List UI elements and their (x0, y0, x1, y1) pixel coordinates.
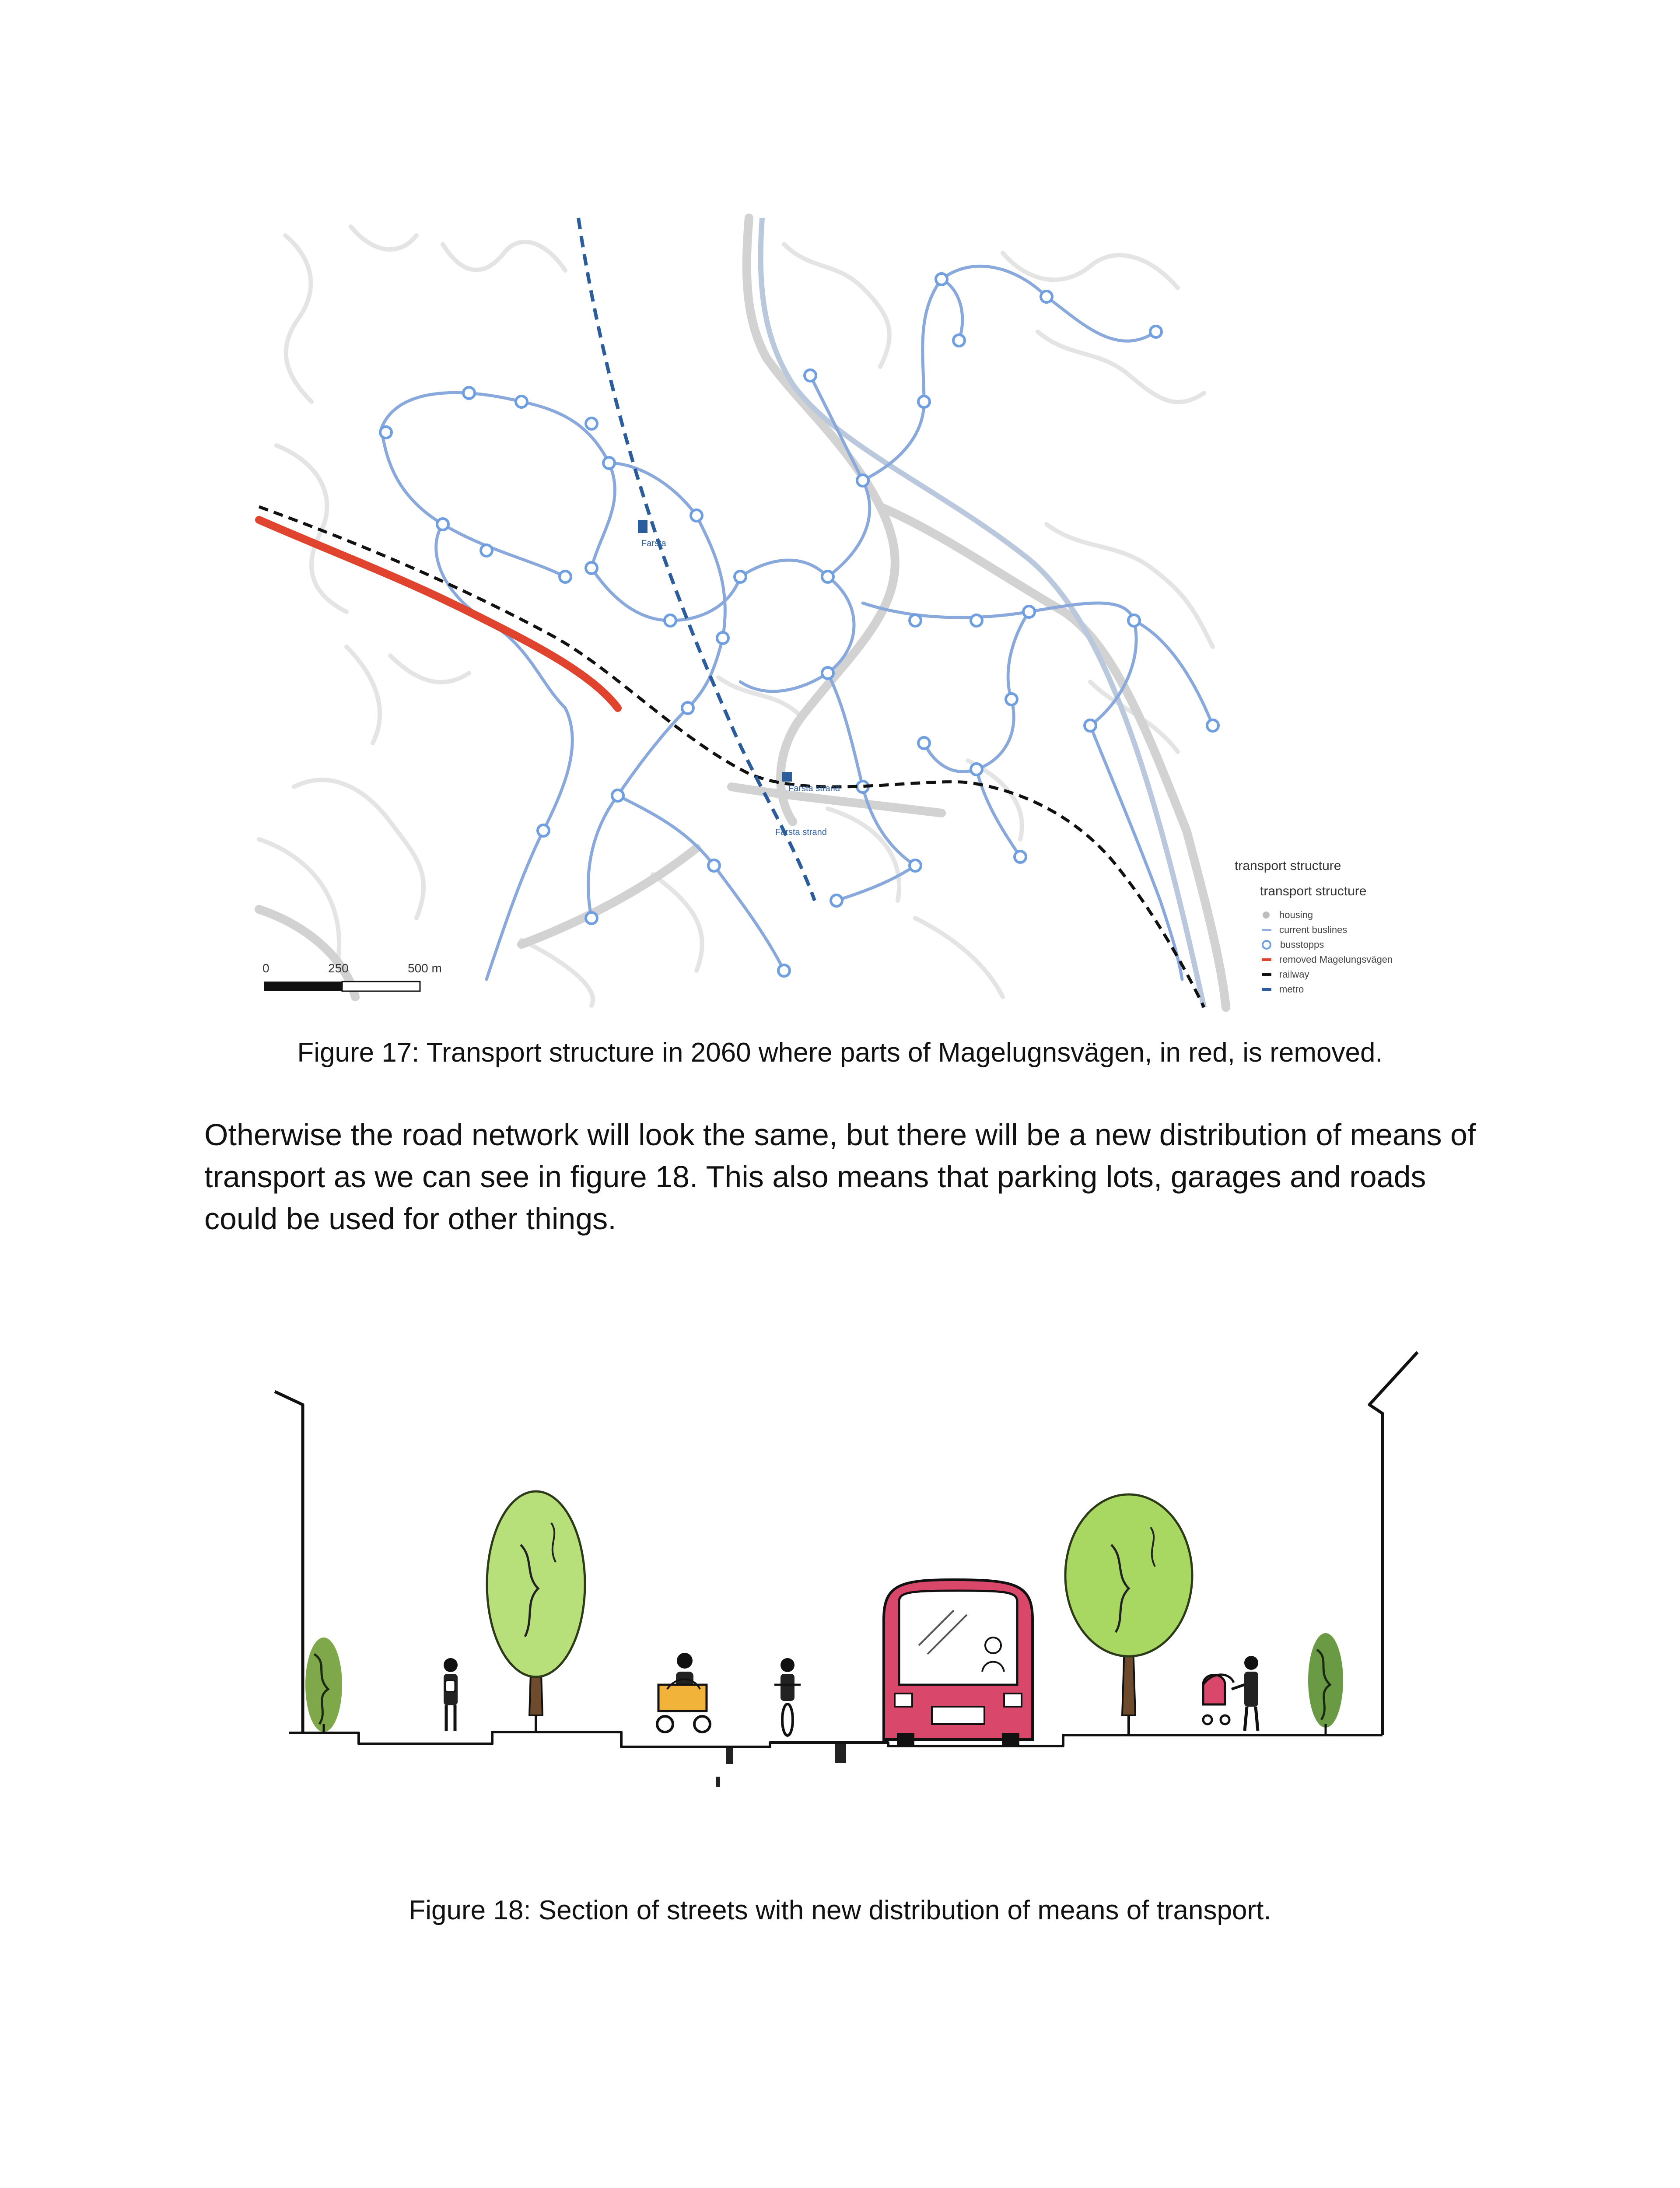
stroller-figure (1203, 1675, 1234, 1724)
pedestrian-figure (444, 1658, 458, 1731)
svg-text:0: 0 (262, 961, 270, 975)
legend-item: housing (1260, 908, 1444, 922)
station-label-farsta-strand-1: Farsta strand (788, 784, 840, 793)
legend-item: busstopps (1260, 937, 1444, 952)
bollard (716, 1777, 720, 1787)
left-tree (487, 1491, 585, 1732)
figure-18-caption: Figure 18: Section of streets with new distribution of means of transport. (409, 1895, 1271, 1925)
station-label-farsta-strand-2: Farsta strand (775, 828, 827, 837)
legend-title: transport structure (1235, 859, 1341, 873)
metro-swatch-icon (1262, 988, 1271, 991)
legend-item: metro (1260, 982, 1444, 997)
svg-text:250: 250 (328, 961, 349, 975)
legend-item: removed Magelungsvägen (1260, 952, 1444, 967)
right-tree (1065, 1494, 1192, 1735)
railway-swatch-icon (1262, 973, 1271, 976)
cyclist-figure (774, 1658, 801, 1736)
cargo-bike-figure (657, 1653, 710, 1732)
housing-swatch-icon (1263, 912, 1270, 919)
right-building-outline (1369, 1352, 1418, 1735)
legend-item: current buslines (1260, 922, 1444, 937)
bus-front-figure (884, 1580, 1032, 1745)
station-label-farsta: Farsta (641, 539, 666, 548)
bollard (726, 1748, 733, 1764)
right-shrub (1308, 1633, 1343, 1735)
body-paragraph: Otherwise the road network will look the same, but there will be a new distribution of means of transport as we can see in figure 18. This also means that parking lots, garages and roads could be used for other things. (204, 1118, 1476, 1236)
busstop-swatch-icon (1262, 940, 1271, 950)
legend-title-text: transport structure (1260, 884, 1367, 898)
busline-swatch-icon (1262, 929, 1271, 931)
farsta-station-icon (638, 520, 648, 533)
left-building-outline (275, 1392, 303, 1733)
legend-list (1260, 884, 1444, 997)
removed-road-swatch-icon (1262, 958, 1271, 961)
farsta-strand-station-icon (782, 772, 792, 782)
legend-item: railway (1260, 967, 1444, 982)
svg-text:500 m: 500 m (408, 961, 442, 975)
bollard (835, 1744, 846, 1763)
parent-figure (1232, 1656, 1258, 1731)
figure-17-caption: Figure 17: Transport structure in 2060 where parts of Magelugnsvägen, in red, is removed. (297, 1038, 1383, 1068)
street-section-drawing (262, 1339, 1461, 1895)
left-shrub (305, 1637, 342, 1732)
map-legend (1235, 859, 1341, 873)
